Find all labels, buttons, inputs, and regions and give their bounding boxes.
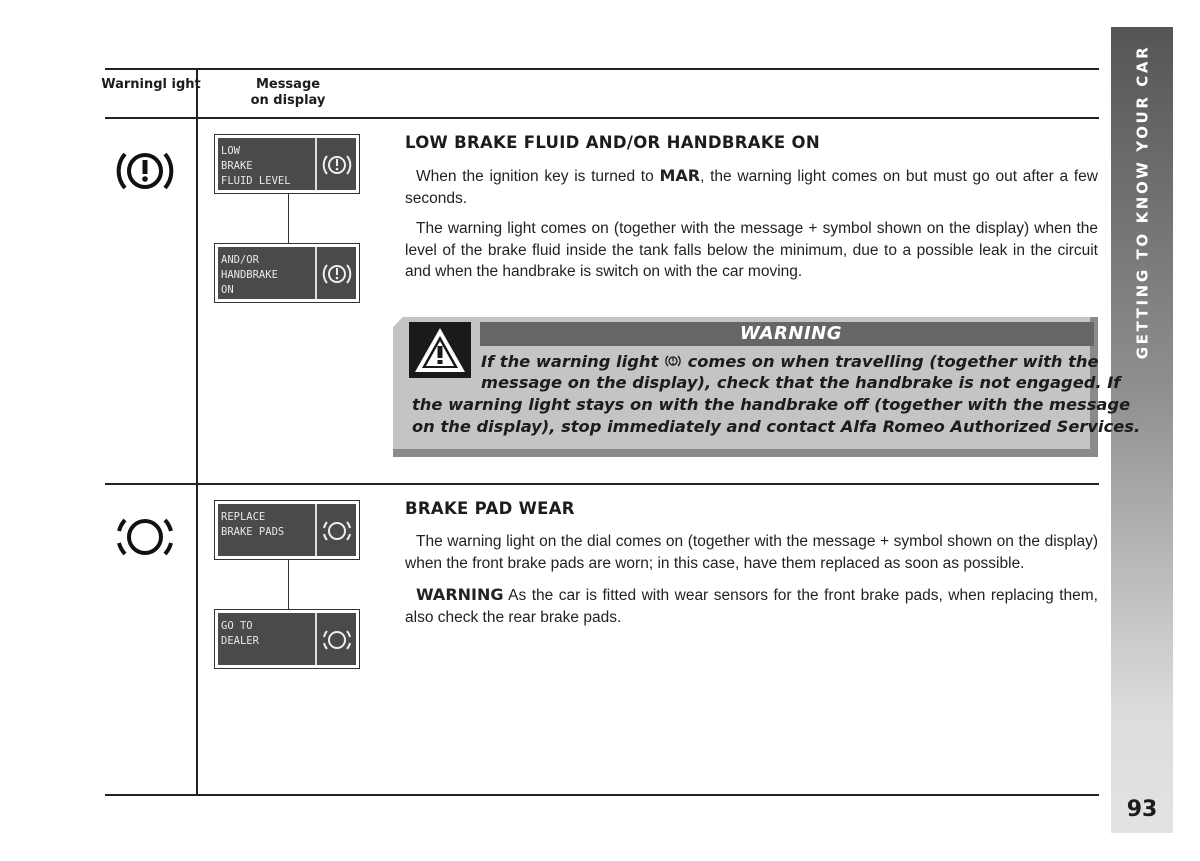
paragraph-text: As the car is fitted with wear sensors for the front brake pads, when replacing them, also check the rear brake pads. — [405, 587, 1098, 626]
brake-pad-wear-icon — [319, 621, 355, 659]
display-message-go-to-dealer — [214, 609, 360, 669]
brake-pad-wear-icon — [115, 514, 175, 560]
chapter-title: GETTING TO KNOW YOUR CAR — [1133, 44, 1152, 360]
brake-warning-icon — [319, 146, 355, 184]
table-header-rule — [105, 117, 1099, 119]
display-text: GO TO DEALER — [221, 620, 259, 647]
brake-warning-icon — [319, 255, 355, 293]
paragraph-brake-fluid-level: The warning light comes on (together with the message + symbol shown on the display) when the level of the brake fluid inside the tank falls below the minimum, due to a possible leak in the circuit and when the handbrake is switch on with the car moving. — [405, 220, 1098, 280]
table-row-divider — [105, 483, 1099, 485]
paragraph-ignition — [405, 165, 1098, 209]
display-message-low-brake-fluid — [214, 134, 360, 194]
warning-title: WARNING — [480, 322, 1094, 346]
column-header-message — [238, 77, 338, 109]
page-number: 93 — [1126, 797, 1158, 822]
brake-warning-icon — [664, 353, 682, 369]
section-heading-brake-pad-wear: BRAKE PAD WEAR — [405, 499, 575, 518]
display-connector — [288, 560, 289, 609]
warning-text-line2: message on the display), check that the handbrake is not engaged. If — [481, 373, 1121, 392]
warning-box-shadow-bottom — [393, 449, 1098, 457]
column-header-warning-light: Warningl ight — [101, 77, 201, 92]
display-text: AND/OR HANDBRAKE ON — [221, 254, 278, 296]
brake-pad-wear-icon — [319, 512, 355, 550]
display-message-replace-brake-pads — [214, 500, 360, 560]
paragraph-brake-pad-wear: The warning light on the dial comes on (together with the message + symbol shown on the display) when the front brake pads are worn; in this case, have them replaced as soon as possible. — [405, 533, 1098, 572]
warning-triangle-frame — [409, 322, 471, 378]
chapter-title-wrapper — [1111, 27, 1173, 377]
table-column-divider — [196, 68, 198, 796]
display-text: REPLACE BRAKE PADS — [221, 511, 285, 538]
paragraph-brake-pad-sensors — [405, 584, 1098, 628]
warning-text-line3: the warning light stays on with the handbrake off (together with the message — [412, 395, 1131, 414]
column-header-message-line1: Message — [255, 77, 321, 92]
paragraph-text: , the warning light comes on but must go out after a few seconds. — [405, 168, 1098, 207]
display-text: LOW BRAKE FLUID LEVEL — [221, 145, 291, 187]
bold-term-warning: WARNING — [416, 585, 504, 604]
warning-text-line4: on the display), stop immediately and contact Alfa Romeo Authorized Services. — [412, 417, 1141, 436]
warning-text: If the warning light — [481, 352, 664, 371]
table-bottom-rule — [105, 794, 1099, 796]
brake-warning-icon — [115, 148, 175, 194]
column-header-message-line2: on display — [250, 93, 326, 108]
warning-triangle-icon — [409, 322, 471, 378]
paragraph-text: When the ignition key is turned to — [416, 168, 660, 185]
section-heading-brake-fluid: LOW BRAKE FLUID AND/OR HANDBRAKE ON — [405, 133, 820, 152]
warning-text-line1 — [481, 351, 1099, 373]
display-connector — [288, 194, 289, 243]
table-top-rule — [105, 68, 1099, 70]
display-message-handbrake-on — [214, 243, 360, 303]
warning-text: comes on when travelling (together with the — [681, 352, 1099, 371]
bold-term-mar: MAR — [659, 166, 701, 185]
